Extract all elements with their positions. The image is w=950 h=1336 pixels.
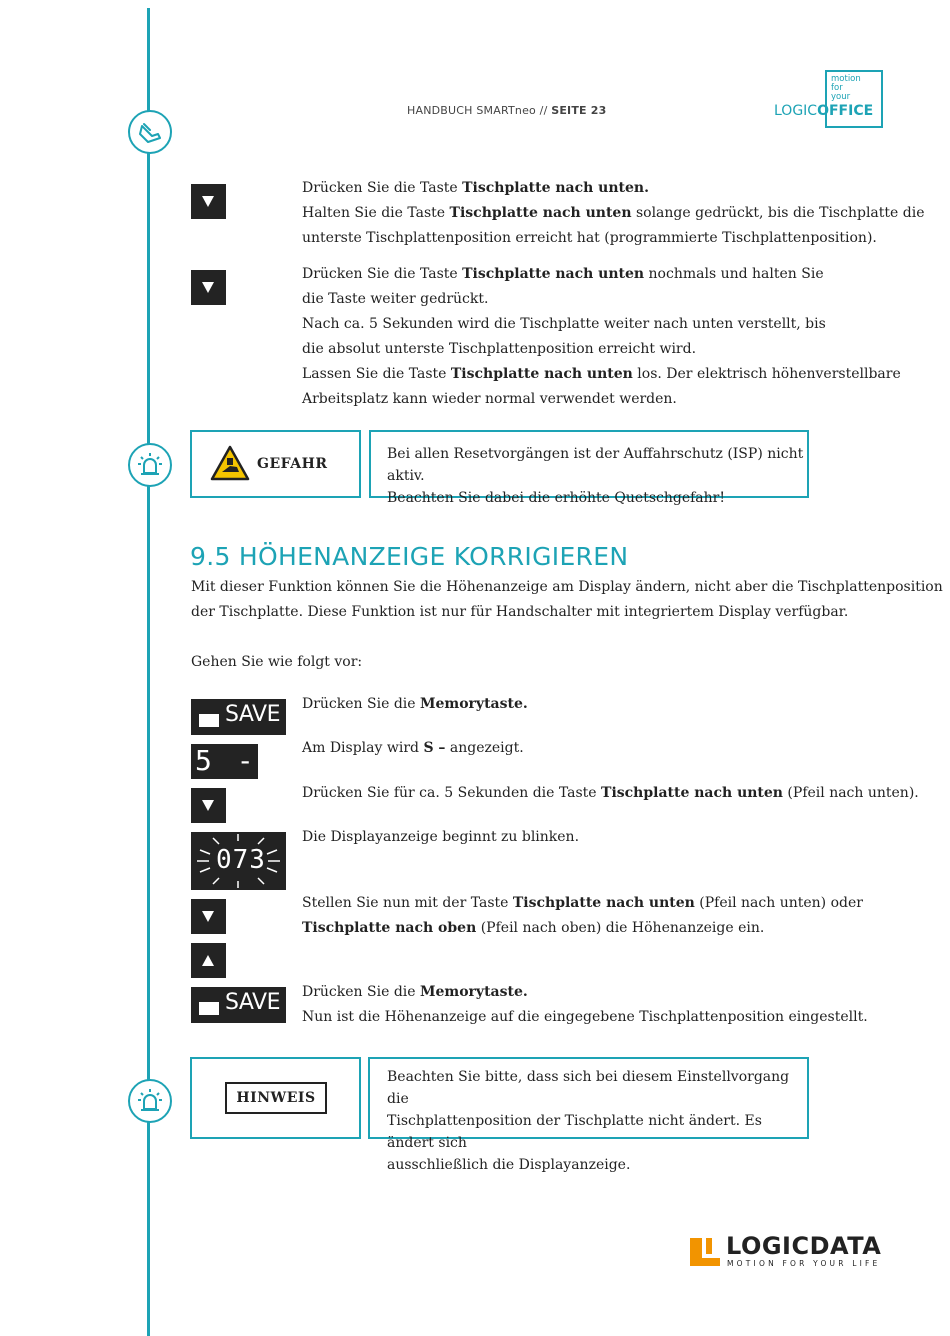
note-text-box bbox=[368, 1057, 809, 1173]
header-separator: // bbox=[535, 104, 552, 117]
down-button bbox=[191, 270, 226, 305]
step-hold-text: Drücken Sie für ca. 5 Sekunden die Taste Tischplatte nach unten (Pfeil nach unten). bbox=[302, 785, 919, 801]
memory-icon bbox=[199, 709, 219, 727]
up-button bbox=[191, 943, 226, 978]
logicdata-logo bbox=[688, 1232, 883, 1270]
logo-tagline bbox=[831, 75, 861, 102]
save-label: SAVE bbox=[225, 990, 280, 1015]
save-label: SAVE bbox=[225, 702, 280, 727]
display-blinking bbox=[191, 832, 286, 890]
danger-text: Bei allen Resetvorgängen ist der Auffahrschutz (ISP) nicht aktiv. Beachten Sie dabei die erhöhte Quetschgefahr! bbox=[387, 446, 804, 506]
danger-label-box bbox=[190, 430, 361, 498]
down-button bbox=[191, 899, 226, 934]
arrow-down-icon bbox=[202, 800, 214, 811]
logo-tagline-1: motion bbox=[831, 74, 861, 84]
arrow-down-icon bbox=[202, 911, 214, 922]
step-display-text: Am Display wird S – angezeigt. bbox=[302, 740, 524, 756]
step-confirm-text: Drücken Sie die Memorytaste. Nun ist die Höhenanzeige auf die eingegebene Tischplattenposition eingestellt. bbox=[302, 984, 868, 1025]
display-s bbox=[191, 744, 258, 779]
logo-brand-light: LOGIC bbox=[774, 103, 818, 119]
step-adjust-text: Stellen Sie nun mit der Taste Tischplatte nach unten (Pfeil nach unten) oder Tischplatte nach oben (Pfeil nach oben) die Höhenanzeige ein. bbox=[302, 895, 863, 936]
down-button bbox=[191, 184, 226, 219]
danger-text-box bbox=[369, 430, 809, 506]
step-blink-text: Die Displayanzeige beginnt zu blinken. bbox=[302, 829, 580, 845]
down-button bbox=[191, 788, 226, 823]
warning-crush-icon bbox=[210, 445, 250, 481]
display-s-value: 5 - bbox=[195, 744, 258, 777]
footer-tagline: MOTION FOR YOUR LIFE bbox=[727, 1259, 881, 1268]
alarm-light-icon bbox=[128, 443, 172, 487]
page-header bbox=[407, 104, 607, 117]
logo-brand bbox=[774, 103, 873, 119]
danger-label: GEFAHR bbox=[257, 456, 328, 472]
logo-tagline-2: for bbox=[831, 83, 843, 93]
logo-brand-bold: OFFICE bbox=[817, 103, 874, 119]
step1-text: Drücken Sie die Taste Tischplatte nach unten. Halten Sie die Taste Tischplatte nach unten solange gedrückt, bis die Tischplatte die unterste Tischplattenposition erreicht hat (programmierte Tischplattenposition). bbox=[302, 180, 925, 246]
save-button bbox=[191, 699, 286, 735]
section-title: 9.5 HÖHENANZEIGE KORRIGIEREN bbox=[190, 542, 629, 571]
logicdata-mark-icon bbox=[688, 1236, 722, 1268]
manual-title: HANDBUCH SMARTneo bbox=[407, 104, 536, 117]
note-label-box bbox=[190, 1057, 361, 1139]
logo-tagline-3: your bbox=[831, 92, 851, 102]
note-label: HINWEIS bbox=[225, 1082, 327, 1114]
hand-press-icon bbox=[128, 110, 172, 154]
timeline-line bbox=[147, 8, 150, 1336]
memory-icon bbox=[199, 997, 219, 1015]
display-value: 073 bbox=[216, 845, 266, 875]
note-text: Beachten Sie bitte, dass sich bei diesem Einstellvorgang die Tischplattenposition der Tischplatte nicht ändert. Es ändert sich ausschließlich die Displayanzeige. bbox=[387, 1069, 790, 1173]
footer-brand: LOGICDATA bbox=[726, 1232, 882, 1260]
arrow-down-icon bbox=[202, 282, 214, 293]
alarm-light-icon bbox=[128, 1079, 172, 1123]
step2-text: Drücken Sie die Taste Tischplatte nach unten nochmals und halten Sie die Taste weiter gedrückt. Nach ca. 5 Sekunden wird die Tischplatte weiter nach unten verstellt, bis die absolut unterste Tischplattenposition erreicht wird. Lassen Sie die Taste Tischplatte nach unten los. Der elektrisch höhenverstellbare Arbeitsplatz kann wieder normal verwendet werden. bbox=[302, 266, 901, 407]
arrow-up-icon bbox=[202, 955, 214, 966]
arrow-down-icon bbox=[202, 196, 214, 207]
logic-office-logo bbox=[774, 70, 882, 126]
page-number: SEITE 23 bbox=[551, 104, 607, 117]
logo-box bbox=[825, 70, 883, 128]
step-memory-text: Drücken Sie die Memorytaste. bbox=[302, 696, 528, 712]
save-button bbox=[191, 987, 286, 1023]
section-intro: Mit dieser Funktion können Sie die Höhenanzeige am Display ändern, nicht aber die Tischplattenposition der Tischplatte. Diese Funktion ist nur für Handschalter mit integriertem Display verfügbar. bbox=[191, 579, 943, 620]
proceed-text: Gehen Sie wie folgt vor: bbox=[191, 654, 363, 670]
